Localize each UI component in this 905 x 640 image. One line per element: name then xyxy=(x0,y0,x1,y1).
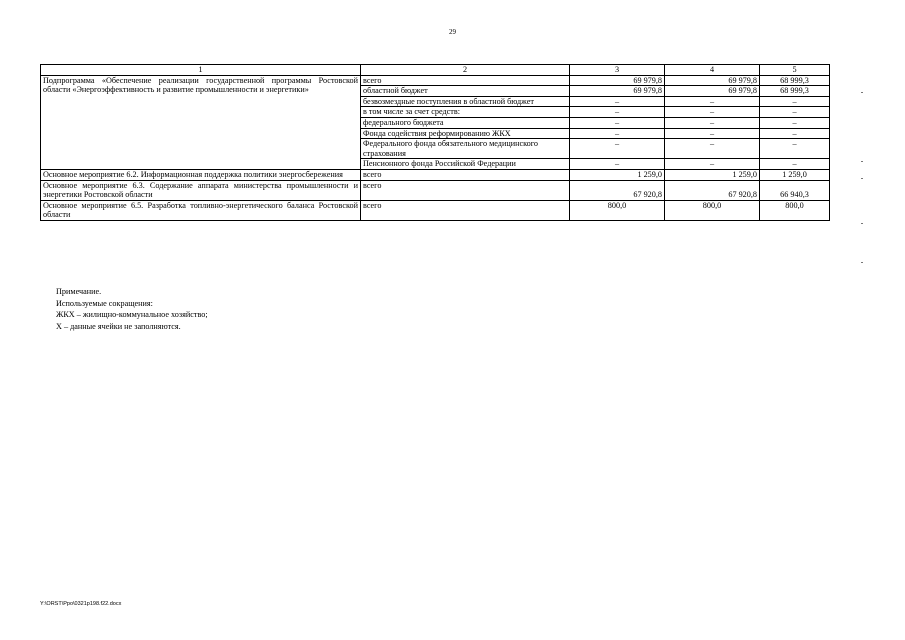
budget-table xyxy=(40,64,830,221)
measure-name-cell: Основное мероприятие 6.5. Разработка топливно-энергетического баланса Ростовской области xyxy=(41,200,361,220)
value-cell: – xyxy=(570,128,665,139)
value-cell: 1 259,0 xyxy=(665,169,760,180)
source-cell: всего xyxy=(361,180,570,200)
value-cell: – xyxy=(570,107,665,118)
table-header-row xyxy=(41,65,830,76)
table-row xyxy=(41,200,830,220)
value-cell: 69 979,8 xyxy=(665,75,760,86)
value-cell: 1 259,0 xyxy=(760,169,830,180)
header-cell: 4 xyxy=(665,65,760,76)
value-cell: – xyxy=(760,117,830,128)
margin-mark xyxy=(861,92,863,93)
margin-mark xyxy=(861,178,863,179)
footer-file-path: Y:\ORST\Ppo\0321p198.f22.docx xyxy=(40,601,122,607)
program-name-cell: Подпрограмма «Обеспечение реализации государственной программы Ростовской области «Энергоэффективность и развитие промышленности и энергетики» xyxy=(41,75,361,169)
header-cell: 5 xyxy=(760,65,830,76)
margin-mark xyxy=(861,161,863,162)
header-cell: 1 xyxy=(41,65,361,76)
value-cell: 67 920,8 xyxy=(570,180,665,200)
value-cell: – xyxy=(570,96,665,107)
value-cell: – xyxy=(665,128,760,139)
value-cell: – xyxy=(570,117,665,128)
measure-name-cell: Основное мероприятие 6.3. Содержание аппарата министерства промышленности и энергетики Ростовской области xyxy=(41,180,361,200)
header-cell: 2 xyxy=(361,65,570,76)
value-cell: – xyxy=(665,159,760,170)
notes-title: Примечание. xyxy=(56,287,102,296)
value-cell: – xyxy=(760,96,830,107)
source-cell: всего xyxy=(361,169,570,180)
value-cell: 800,0 xyxy=(570,200,665,220)
source-cell: Фонда содействия реформированию ЖКХ xyxy=(361,128,570,139)
value-cell: 800,0 xyxy=(760,200,830,220)
notes-item: Х – данные ячейки не заполняются. xyxy=(56,321,181,331)
header-cell: 3 xyxy=(570,65,665,76)
value-cell: 69 979,8 xyxy=(570,75,665,86)
source-cell: в том числе за счет средств: xyxy=(361,107,570,118)
source-cell: всего xyxy=(361,200,570,220)
value-cell: – xyxy=(760,139,830,159)
source-cell: областной бюджет xyxy=(361,86,570,97)
table-row xyxy=(41,75,830,86)
table-row xyxy=(41,180,830,200)
value-cell: – xyxy=(760,128,830,139)
page-number: 29 xyxy=(449,28,456,36)
value-cell: 800,0 xyxy=(665,200,760,220)
value-cell: – xyxy=(665,96,760,107)
value-cell: – xyxy=(570,159,665,170)
source-cell: безвозмездные поступления в областной бюджет xyxy=(361,96,570,107)
value-cell: – xyxy=(665,107,760,118)
value-cell: 1 259,0 xyxy=(570,169,665,180)
source-cell: Федерального фонда обязательного медицинского страхования xyxy=(361,139,570,159)
value-cell: – xyxy=(760,159,830,170)
source-cell: федерального бюджета xyxy=(361,117,570,128)
value-cell: 66 940,3 xyxy=(760,180,830,200)
value-cell: – xyxy=(760,107,830,118)
notes-intro: Используемые сокращения: xyxy=(56,298,153,308)
source-cell: всего xyxy=(361,75,570,86)
value-cell: 69 979,8 xyxy=(570,86,665,97)
source-cell: Пенсионного фонда Российской Федерации xyxy=(361,159,570,170)
value-cell: – xyxy=(665,117,760,128)
margin-mark xyxy=(861,262,863,263)
margin-mark xyxy=(861,223,863,224)
value-cell: – xyxy=(665,139,760,159)
value-cell: 68 999,3 xyxy=(760,75,830,86)
notes-item: ЖКХ – жилищно-коммунальное хозяйство; xyxy=(56,310,208,319)
value-cell: – xyxy=(570,139,665,159)
notes-block xyxy=(56,286,208,332)
value-cell: 69 979,8 xyxy=(665,86,760,97)
value-cell: 67 920,8 xyxy=(665,180,760,200)
measure-name-cell: Основное мероприятие 6.2. Информационная поддержка политики энергосбережения xyxy=(41,169,361,180)
value-cell: 68 999,3 xyxy=(760,86,830,97)
table-row xyxy=(41,169,830,180)
